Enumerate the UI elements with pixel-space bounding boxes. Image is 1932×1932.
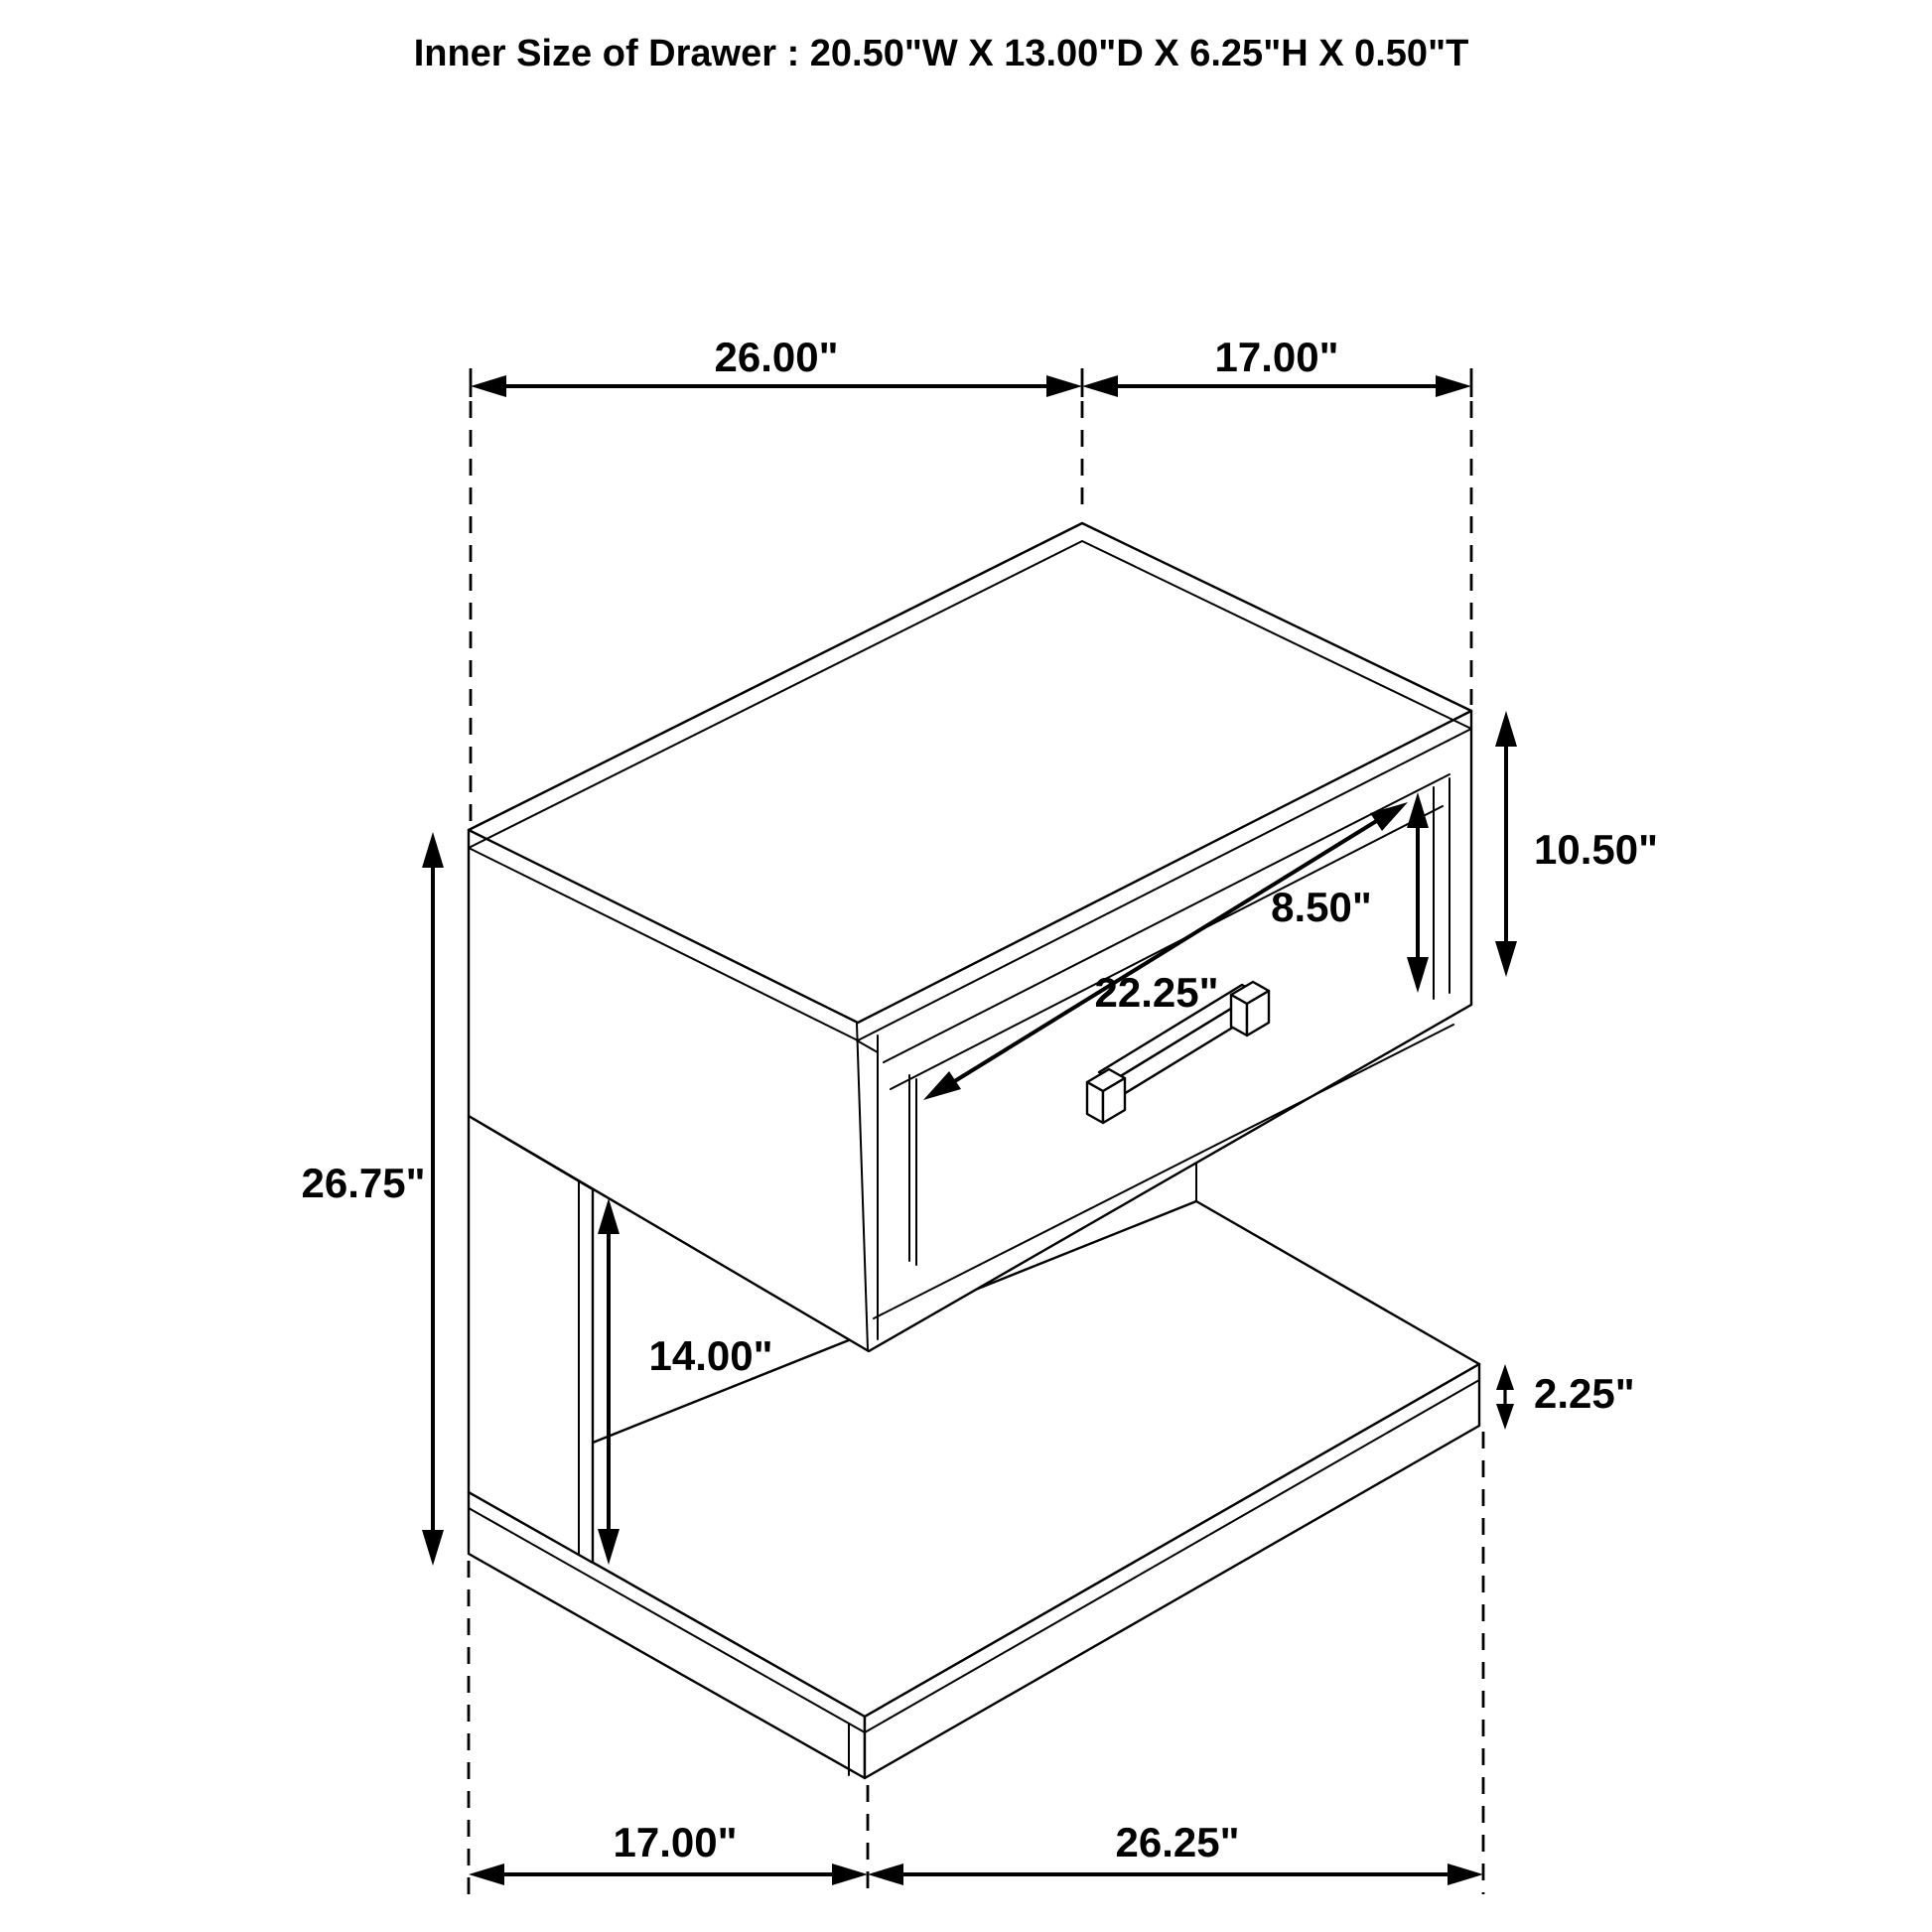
arrow-left-icon xyxy=(1082,375,1118,397)
nightstand-drawing xyxy=(469,523,1479,1778)
arrow-right-icon xyxy=(1436,375,1471,397)
arrow-up-icon xyxy=(422,832,444,868)
drawer-box xyxy=(469,523,1471,1351)
arrow-right-icon xyxy=(1448,1863,1483,1885)
dim-label-drawer-height: 8.50" xyxy=(1271,884,1372,930)
page-title: Inner Size of Drawer : 20.50"W X 13.00"D X 6.25"H X 0.50"T xyxy=(413,33,1469,74)
dim-label-upper-height: 10.50" xyxy=(1534,826,1659,873)
arrow-up-icon xyxy=(1496,1364,1514,1390)
side-panel-front-face xyxy=(469,1116,593,1563)
arrow-right-icon xyxy=(832,1863,868,1885)
arrow-down-icon xyxy=(1496,1404,1514,1430)
arrow-left-icon xyxy=(868,1863,903,1885)
arrow-right-icon xyxy=(1046,375,1082,397)
dim-label-drawer-width: 22.25" xyxy=(1094,969,1219,1016)
drawer-box-silhouette xyxy=(469,523,1471,1351)
dimension-base-width xyxy=(868,1819,1483,1885)
dim-label-top-width: 26.00" xyxy=(714,334,839,380)
arrow-left-icon xyxy=(471,375,506,397)
arrow-down-icon xyxy=(1495,941,1517,977)
dimension-base-thickness xyxy=(1496,1364,1635,1430)
arrow-left-icon xyxy=(469,1863,504,1885)
dim-label-top-depth: 17.00" xyxy=(1214,334,1339,380)
dim-label-base-thickness: 2.25" xyxy=(1534,1370,1635,1417)
arrow-up-icon xyxy=(1495,711,1517,747)
arrow-down-icon xyxy=(422,1530,444,1566)
dimension-overall-height xyxy=(301,832,444,1566)
dim-label-base-depth: 17.00" xyxy=(613,1819,738,1865)
dim-label-opening-height: 14.00" xyxy=(648,1332,773,1379)
side-panel xyxy=(469,1116,593,1563)
dimension-base-depth xyxy=(469,1819,868,1885)
dimension-upper-height xyxy=(1495,711,1658,977)
dim-label-overall-height: 26.75" xyxy=(301,1160,426,1206)
dimension-top-width xyxy=(471,334,1082,397)
dimension-top-depth xyxy=(1082,334,1471,397)
dim-label-base-width: 26.25" xyxy=(1115,1819,1240,1865)
